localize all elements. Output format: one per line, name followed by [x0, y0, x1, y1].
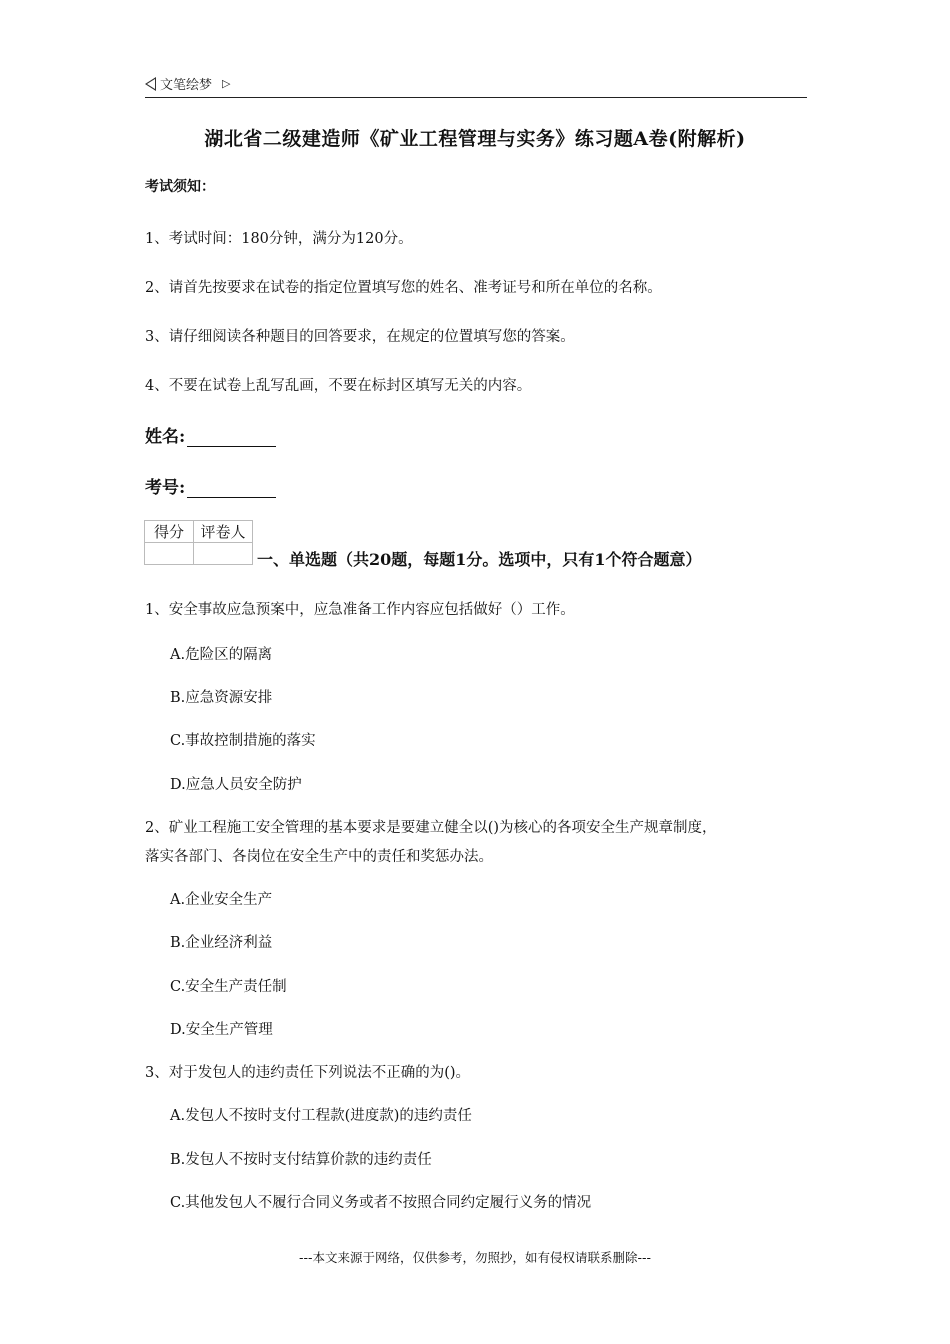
- brand-text: 文笔绘梦: [160, 78, 213, 93]
- notice-item: 3、请仔细阅读各种题目的回答要求，在规定的位置填写您的答案。: [145, 329, 575, 345]
- footer-disclaimer: ---本文来源于网络，仅供参考，勿照抄，如有侵权请联系删除---: [298, 1250, 652, 1265]
- notice-item: 1、考试时间：180分钟，满分为120分。: [145, 231, 413, 247]
- question-option: B.应急资源安排: [170, 690, 273, 706]
- triangle-right-icon: ▷: [222, 77, 231, 90]
- score-table: [144, 520, 253, 565]
- header-divider: [145, 97, 807, 98]
- question-stem: 3、对于发包人的违约责任下列说法不正确的为()。: [145, 1065, 471, 1081]
- id-label: 考号:: [145, 478, 186, 498]
- notice-item: 2、请首先按要求在试卷的指定位置填写您的姓名、准考证号和所在单位的名称。: [145, 280, 662, 296]
- name-blank[interactable]: [187, 428, 276, 447]
- question-option: A.危险区的隔离: [170, 647, 273, 663]
- id-field: [145, 473, 276, 498]
- name-label: 姓名:: [145, 427, 186, 447]
- question-option: D.应急人员安全防护: [170, 777, 302, 793]
- question-stem-continued: 落实各部门、各岗位在安全生产中的责任和奖惩办法。: [145, 849, 493, 865]
- grader-header: 评卷人: [194, 521, 253, 543]
- question-option: C.安全生产责任制: [170, 979, 287, 995]
- question-stem: 1、安全事故应急预案中，应急准备工作内容应包括做好（）工作。: [145, 602, 575, 618]
- question-option: B.发包人不按时支付结算价款的违约责任: [170, 1152, 432, 1168]
- question-option: A.发包人不按时支付工程款(进度款)的违约责任: [170, 1108, 472, 1124]
- question-option: D.安全生产管理: [170, 1022, 273, 1038]
- score-cell[interactable]: [145, 543, 194, 565]
- question-option: A.企业安全生产: [170, 892, 273, 908]
- question-option: B.企业经济利益: [170, 935, 273, 951]
- document-title: 湖北省二级建造师《矿业工程管理与实务》练习题A卷(附解析): [204, 128, 746, 150]
- id-blank[interactable]: [187, 479, 276, 498]
- question-stem: 2、矿业工程施工安全管理的基本要求是要建立健全以()为核心的各项安全生产规章制度，: [145, 820, 717, 836]
- question-option: C.其他发包人不履行合同义务或者不按照合同约定履行义务的情况: [170, 1195, 592, 1211]
- grader-cell[interactable]: [194, 543, 253, 565]
- question-option: C.事故控制措施的落实: [170, 733, 316, 749]
- section-title: 一、单选题（共20题，每题1分。选项中，只有1个符合题意）: [257, 550, 702, 569]
- notice-item: 4、不要在试卷上乱写乱画，不要在标封区填写无关的内容。: [145, 378, 532, 394]
- triangle-left-icon: [145, 77, 156, 91]
- header-brand: [145, 74, 230, 93]
- score-header: 得分: [145, 521, 194, 543]
- notice-heading: 考试须知：: [145, 179, 215, 195]
- name-field: [145, 422, 276, 447]
